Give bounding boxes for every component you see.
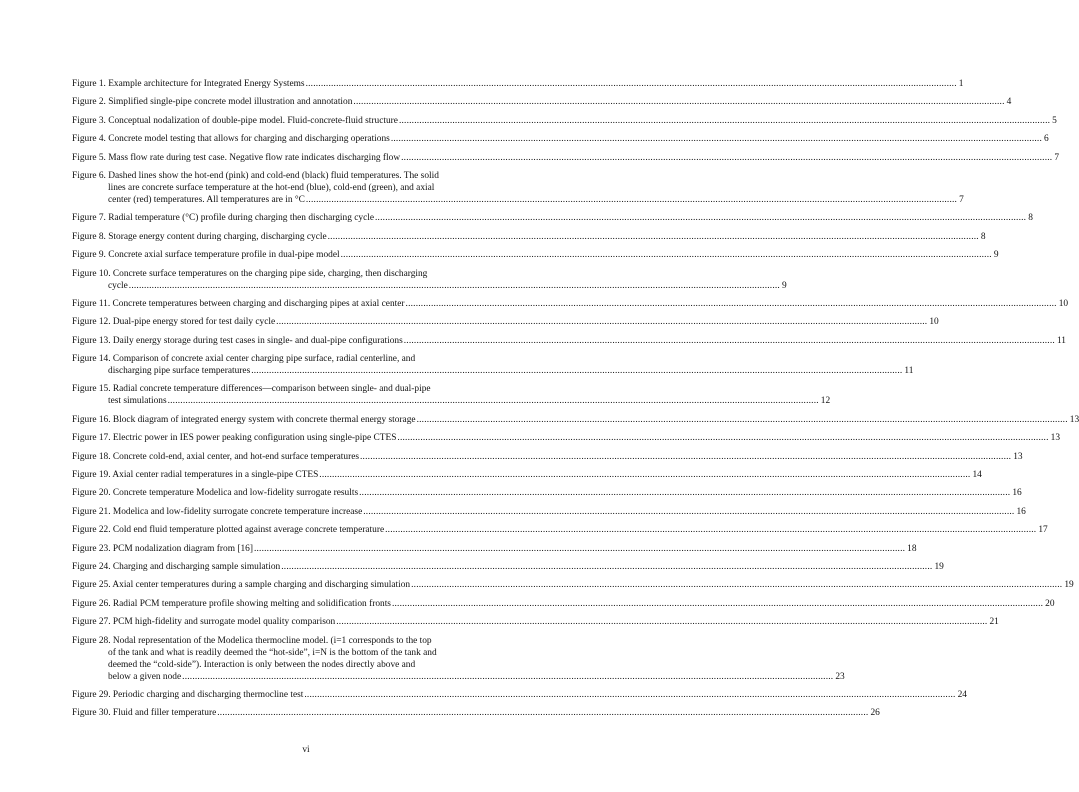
figure-page-number: 19 [1064,580,1074,591]
dot-leader [360,451,1011,463]
dot-leader [304,689,955,701]
figure-caption-line: Figure 1. Example architecture for Integrated Energy Systems [72,79,305,89]
figure-entry[interactable] [72,506,1026,518]
figure-entry[interactable] [72,561,944,573]
dot-leader [353,96,1004,108]
list-of-figures [72,78,1079,726]
figure-entry[interactable] [72,598,1055,610]
figure-entry[interactable] [72,524,1048,536]
dot-leader [336,616,987,628]
figure-page-number: 24 [957,689,967,700]
figure-entry[interactable] [72,133,1049,145]
figure-entry[interactable] [72,543,917,555]
figure-page-number: 20 [1045,598,1055,609]
dot-leader [411,579,1062,591]
figure-caption-line: Figure 15. Radial concrete temperature differences—comparison between single- and dual-pipe [72,384,431,395]
dot-leader [281,561,932,573]
figure-entry[interactable] [72,707,880,719]
figure-caption-line: deemed the “cold-side”). Interaction is only between the nodes directly above and [108,659,416,670]
dot-leader [391,133,1042,145]
figure-entry[interactable] [72,469,982,481]
figure-page-number: 6 [1044,134,1049,145]
figure-caption-line: Figure 13. Daily energy storage during test cases in single- and dual-pipe configurations [72,335,403,346]
dot-leader [306,78,957,90]
figure-caption-line: of the tank and what is readily deemed the “hot-side”, i=N is the bottom of the tank and [108,647,437,658]
figure-entry[interactable] [72,212,1033,224]
figure-caption-line: Figure 3. Conceptual nodalization of double-pipe model. Fluid-concrete-fluid structure [72,115,398,126]
figure-entry[interactable] [72,249,999,261]
figure-caption-line: Figure 18. Concrete cold-end, axial center, and hot-end surface temperatures [72,451,360,462]
dot-leader [306,194,957,206]
figure-caption-line: Figure 21. Modelica and low-fidelity surrogate concrete temperature increase [72,506,363,517]
figure-caption-line: Figure 5. Mass flow rate during test case. Negative flow rate indicates discharging flow [72,152,401,163]
figure-caption-line: Figure 2. Simplified single-pipe concrete model illustration and annotation [72,97,353,108]
figure-entry[interactable] [72,316,939,328]
dot-leader [399,115,1050,127]
dot-leader [319,469,970,481]
dot-leader [401,152,1052,164]
figure-caption-line: Figure 17. Electric power in IES power peaking configuration using single-pipe CTES [72,433,397,444]
figure-caption-line: below a given node [108,671,182,682]
figure-entry[interactable] [72,115,1057,127]
figure-caption-line: Figure 28. Nodal representation of the Modelica thermocline model. (i=1 corresponds to the top [72,635,432,646]
figure-page-number: 1 [958,79,964,89]
dot-leader [328,231,979,243]
dot-leader [168,395,819,407]
figure-page-number: 21 [989,617,999,628]
dot-leader [397,432,1048,444]
figure-entry[interactable] [72,579,1074,591]
figure-page-number: 10 [1058,298,1069,309]
figure-page-number: 4 [1006,97,1012,108]
figure-page-number: 9 [993,250,999,261]
figure-caption-line: Figure 22. Cold end fluid temperature plotted against average concrete temperature [72,525,385,536]
figure-caption-line: Figure 19. Axial center radial temperatures in a single-pipe CTES [72,470,319,481]
figure-caption-line: Figure 6. Dashed lines show the hot-end (pink) and cold-end (black) fluid temperatures. The solid [72,170,439,181]
dot-leader [341,249,992,261]
figure-page-number: 11 [1056,335,1066,346]
dot-leader [276,316,927,328]
figure-page-number: 13 [1050,433,1060,444]
figure-caption-line: cycle [108,280,128,291]
figure-entry[interactable] [72,152,1060,164]
figure-caption-line: Figure 27. PCM high-fidelity and surrogate model quality comparison [72,617,336,628]
figure-page-number: 16 [1016,506,1026,517]
figure-page-number: 8 [980,231,986,242]
figure-caption-line: Figure 14. Comparison of concrete axial center charging pipe surface, radial centerline, and [72,354,416,365]
figure-page-number: 16 [1012,488,1022,499]
figure-caption-line: Figure 29. Periodic charging and discharging thermocline test [72,689,304,700]
dot-leader [363,506,1014,518]
figure-page-number: 7 [1054,152,1060,163]
figure-page-number: 7 [959,194,964,205]
figure-page-number: 8 [1028,213,1033,224]
figure-caption-line: Figure 20. Concrete temperature Modelica and low-fidelity surrogate results [72,488,359,499]
figure-caption-line: Figure 26. Radial PCM temperature profile showing melting and solidification fronts [72,598,391,609]
figure-page-number: 23 [835,671,845,682]
figure-entry[interactable] [72,231,986,243]
figure-caption-line: Figure 30. Fluid and filler temperature [72,708,217,719]
figure-caption-line: Figure 11. Concrete temperatures between charging and discharging pipes at axial center [72,298,405,309]
dot-leader [217,707,868,719]
figure-page-number: 18 [907,543,917,554]
figure-entry[interactable] [72,96,1012,108]
figure-caption-line: Figure 4. Concrete model testing that allows for charging and discharging operations [72,134,390,145]
dot-leader [417,414,1068,426]
figure-page-number: 12 [820,396,831,407]
figure-page-number: 11 [904,366,914,377]
figure-entry[interactable] [72,616,999,628]
figure-entry[interactable] [72,414,1079,426]
figure-caption-line: Figure 8. Storage energy content during charging, discharging cycle [72,231,327,242]
dot-leader [385,524,1036,536]
dot-leader [254,543,905,555]
figure-entry[interactable] [72,487,1022,499]
figure-page-number: 13 [1069,414,1079,425]
figure-page-number: 13 [1013,451,1023,462]
figure-caption-line: lines are concrete surface temperature at the hot-end (blue), cold-end (green), and axial [108,182,435,193]
dot-leader [406,298,1057,310]
dot-leader [375,212,1026,224]
figure-entry[interactable] [72,635,845,683]
figure-caption-line: Figure 10. Concrete surface temperatures on the charging pipe side, charging, then discharging [72,268,428,279]
figure-caption-line: Figure 9. Concrete axial surface temperature profile in dual-pipe model [72,250,340,261]
dot-leader [251,365,902,377]
dot-leader [392,598,1043,610]
figure-caption-line: Figure 23. PCM nodalization diagram from [16] [72,543,253,554]
figure-entry[interactable] [72,383,831,407]
dot-leader [129,280,780,292]
figure-page-number: 14 [972,470,982,481]
figure-entry[interactable] [72,298,1069,310]
figure-page-number: 19 [934,561,944,572]
dot-leader [359,487,1010,499]
figure-page-number: 5 [1052,115,1057,126]
dot-leader [404,335,1055,347]
figure-page-number: 17 [1038,525,1048,536]
figure-entry[interactable] [72,432,1060,444]
figure-caption-line: Figure 25. Axial center temperatures during a sample charging and discharging simulation [72,580,411,591]
figure-entry[interactable] [72,353,914,377]
figure-caption-line: Figure 7. Radial temperature (°C) profile during charging then discharging cycle [72,213,375,224]
figure-entry[interactable] [72,335,1066,347]
figure-page-number: 26 [870,708,880,719]
figure-entry[interactable] [72,268,787,292]
figure-caption-line: test simulations [108,396,167,407]
figure-caption-line: Figure 16. Block diagram of integrated energy system with concrete thermal energy storage [72,414,416,425]
figure-page-number: 10 [929,317,939,328]
figure-page-number: 9 [781,280,787,291]
figure-entry[interactable] [72,451,1023,463]
figure-caption-line: Figure 12. Dual-pipe energy stored for test daily cycle [72,317,276,328]
figure-entry[interactable] [72,78,964,90]
figure-entry[interactable] [72,170,964,206]
figure-caption-line: discharging pipe surface temperatures [108,366,251,377]
figure-caption-line: Figure 24. Charging and discharging sample simulation [72,561,281,572]
figure-caption-line: center (red) temperatures. All temperatures are in °C [108,194,305,205]
dot-leader [182,671,833,683]
figure-entry[interactable] [72,689,967,701]
page-number: vi [302,745,310,755]
